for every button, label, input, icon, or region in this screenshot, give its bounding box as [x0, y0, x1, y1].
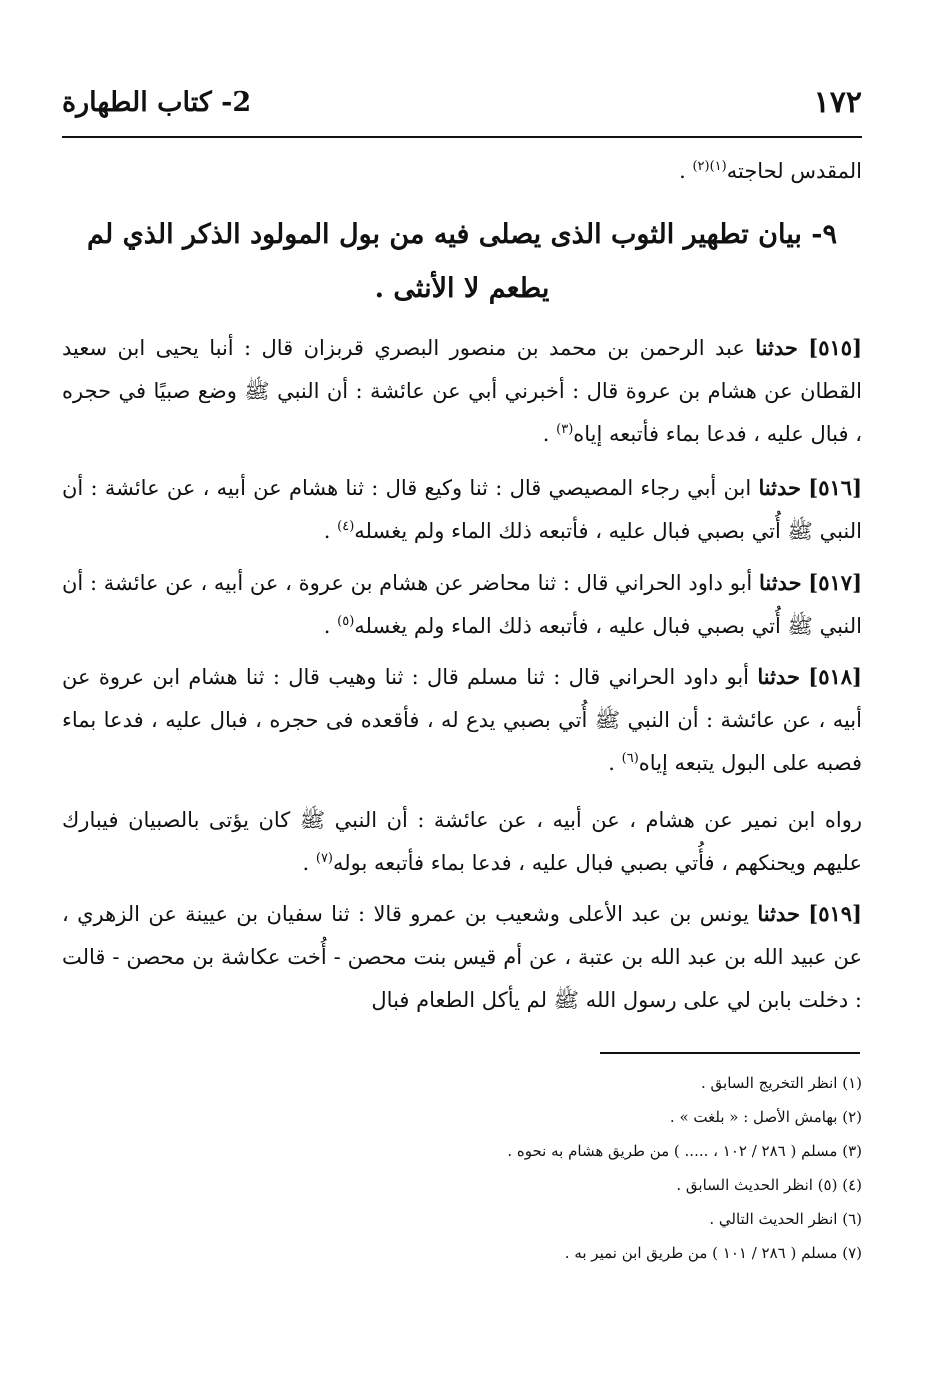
hadith-lead: حدثنا: [758, 475, 802, 500]
footnote-mark: (٦): [621, 751, 639, 766]
narration-ibn-numayr: [62, 799, 862, 885]
hadith-end: .: [542, 422, 557, 446]
hadith-number: [٥١٨]: [808, 664, 862, 689]
hadith-end: .: [323, 614, 338, 638]
hadith-text: ابن أبي رجاء المصيصي قال : ثنا وكيع قال : ثنا هشام عن أبيه ، عن عائشة : أن النبي ﷺ أُتي بصبي فبال عليه ، فأتبعه ذلك الماء ولم يغسله: [62, 476, 862, 543]
footnote-mark: (٤): [337, 519, 355, 534]
hadith-text: أبو داود الحراني قال : ثنا محاضر عن هشام بن عروة ، عن أبيه ، عن عائشة : أن النبي ﷺ أُتي بصبي فبال عليه ، فأتبعه ذلك الماء ولم يغسله: [62, 571, 862, 638]
hadith-lead: حدثنا: [757, 901, 800, 926]
footnote-4-5: (٤) (٥) انظر الحديث السابق .: [676, 1176, 862, 1194]
hadith-text: يونس بن عبد الأعلى وشعيب بن عمرو قالا : ثنا سفيان بن عيينة عن الزهري ، عن عبيد الله بن عبد الله بن عتبة ، عن أم قيس بنت محصن - أُخت عكاشة بن محصن - قالت : دخلت بابن لي على رسول الله ﷺ لم يأكل الطعام فبال: [62, 902, 862, 1012]
header-divider: [62, 136, 862, 138]
footnote-divider: [600, 1052, 860, 1054]
hadith-end: .: [302, 851, 316, 875]
hadith-515: [62, 326, 862, 456]
hadith-519: [62, 892, 862, 1022]
footnotes: [62, 1066, 862, 1270]
continuation-text: [62, 150, 862, 193]
hadith-518: [62, 655, 862, 785]
hadith-text: رواه ابن نمير عن هشام ، عن أبيه ، عن عائشة : أن النبي ﷺ كان يؤتى بالصبيان فيبارك عليهم ويحنكهم ، فأُتي بصبي فبال عليه ، فدعا بماء فأتبعه بوله: [62, 808, 862, 875]
hadith-number: [٥١٥]: [808, 335, 862, 360]
hadith-end: .: [608, 751, 622, 775]
chapter-title: 2- كتاب الطهارة: [62, 86, 252, 118]
hadith-number: [٥١٦]: [808, 475, 863, 500]
footnote-6: (٦) انظر الحديث التالي .: [709, 1210, 862, 1228]
page-header: [62, 78, 862, 126]
hadith-text: أبو داود الحراني قال : ثنا مسلم قال : ثنا وهيب قال : ثنا هشام ابن عروة عن أبيه ، عن عائشة : أن النبي ﷺ أُتي بصبي يدع له ، فأقعده فى حجره ، فبال عليه ، فدعا بماء فصبه على البول يتبعه إياه: [62, 665, 862, 775]
hadith-text: عبد الرحمن بن محمد بن منصور البصري قربزان قال : أنبا يحيى ابن سعيد القطان عن هشام بن عروة قال : أخبرني أبي عن عائشة : أن النبي ﷺ وضع صبيًا في حجره ، فبال عليه ، فدعا بماء فأتبعه إياه: [62, 336, 862, 446]
footnote-mark: (٧): [315, 851, 333, 866]
section-heading: ٩- بيان تطهير الثوب الذى يصلى فيه من بول المولود الذكر الذي لم يطعم لا الأنثى .: [86, 219, 838, 304]
hadith-517: [62, 561, 862, 648]
hadith-number: [٥١٧]: [808, 570, 862, 595]
continuation-end: .: [679, 159, 693, 183]
hadith-516: [62, 466, 862, 553]
hadith-end: .: [323, 519, 338, 543]
footnote-1: (١) انظر التخريج السابق .: [701, 1074, 862, 1092]
footnote-mark: (٥): [337, 614, 355, 629]
hadith-number: [٥١٩]: [808, 901, 862, 926]
footnote-2: (٢) بهامش الأصل : « بلغت » .: [669, 1108, 862, 1126]
footnote-7: (٧) مسلم ( ٢٨٦ / ١٠١ ) من طريق ابن نمير به .: [564, 1244, 862, 1262]
footnote-3: (٣) مسلم ( ٢٨٦ / ١٠٢ ، ..... ) من طريق هشام به نحوه .: [507, 1142, 862, 1160]
page-number: ١٧٢: [813, 84, 862, 120]
footnote-mark: (٣): [556, 422, 574, 437]
hadith-lead: حدثنا: [758, 570, 802, 595]
continuation-body: المقدس لحاجته: [726, 159, 862, 183]
hadith-lead: حدثنا: [757, 664, 800, 689]
hadith-lead: حدثنا: [755, 335, 798, 360]
footnote-mark: (١)(٢): [692, 159, 727, 174]
